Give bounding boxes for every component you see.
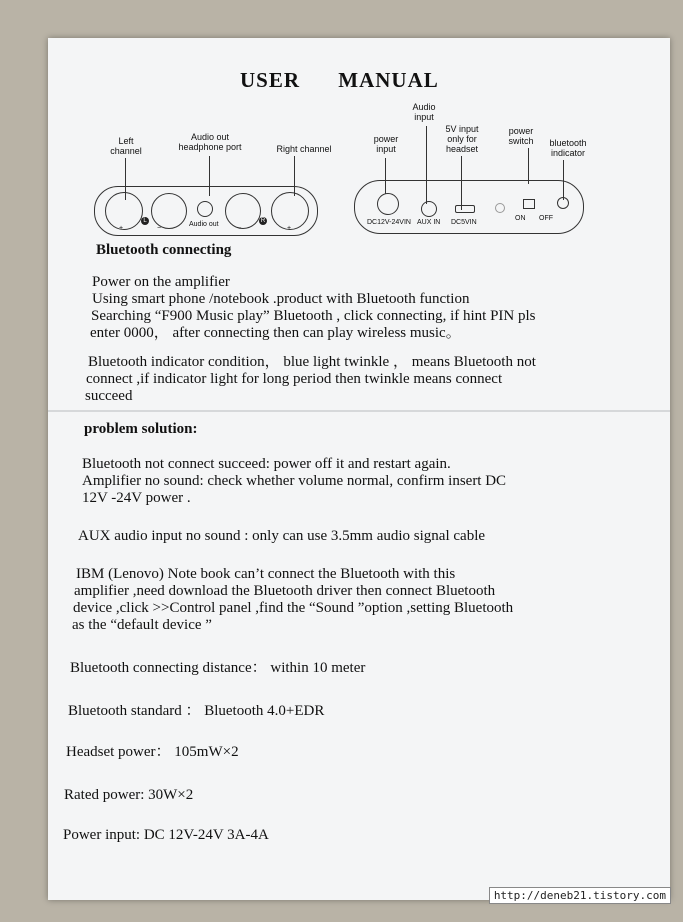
treble-knob [225, 193, 261, 229]
left-volume-knob [105, 192, 143, 230]
plus-mark: + [287, 225, 292, 232]
manual-title: USER MANUAL [240, 68, 439, 92]
headphone-port [197, 201, 213, 217]
right-badge: R [260, 218, 266, 224]
problem-line: Bluetooth not connect succeed: power off it and restart again. [82, 456, 451, 472]
problem-line: device ,click >>Control panel ,find the “Sound ”option ,setting Bluetooth [73, 600, 514, 616]
bluetooth-heading: Bluetooth connecting [96, 242, 232, 258]
right-channel-label: Right channel [276, 144, 332, 154]
bt-line: connect ,if indicator light for long period then twinkle means connect [86, 371, 503, 387]
problem-line: Amplifier no sound: check whether volume normal, confirm insert DC [82, 473, 507, 489]
problem-line: IBM (Lenovo) Note book can’t connect the Bluetooth with this [76, 566, 456, 582]
problem-heading: problem solution: [84, 421, 198, 437]
problem-line: Rated power: 30W×2 [64, 787, 194, 803]
manual-sheet [48, 38, 670, 900]
aux-jack [421, 201, 437, 217]
problem-line: AUX audio input no sound : only can use 3.5mm audio signal cable [78, 528, 486, 544]
bt-line: succeed [85, 388, 133, 404]
bluetooth-indicator-label: bluetooth indicator [549, 138, 587, 158]
minus-mark: − [237, 225, 242, 232]
led-hole [495, 203, 505, 213]
watermark: http://deneb21.tistory.com [489, 887, 671, 904]
rear-panel-diagram [354, 180, 584, 234]
paper-fold [48, 410, 670, 412]
dc5-label: DC5VIN [451, 219, 477, 226]
audio-out-small-label: Audio out [189, 221, 219, 228]
audio-out-headphone-label: Audio out headphone port [178, 132, 242, 152]
5v-input-label: 5V input only for headset [445, 124, 479, 154]
bt-line: Searching “F900 Music play” Bluetooth , click connecting, if hint PIN pls [91, 308, 536, 324]
problem-line: 12V -24V power . [82, 490, 191, 506]
off-label: OFF [539, 215, 553, 222]
problem-line: as the “default device ” [72, 617, 212, 633]
dc-jack [377, 193, 399, 215]
power-input-label: power input [373, 134, 399, 154]
dc-label: DC12V-24VIN [367, 219, 411, 226]
aux-label: AUX IN [417, 219, 441, 226]
left-badge: L [141, 217, 149, 225]
bt-line: Power on the amplifier [92, 274, 230, 290]
bluetooth-indicator [557, 197, 569, 209]
left-channel-label: Left channel [110, 136, 142, 156]
problem-line: Bluetooth standard ： Bluetooth 4.0+EDR [68, 703, 325, 719]
plus-mark: + [119, 225, 124, 232]
problem-line: Power input: DC 12V-24V 3A-4A [63, 827, 269, 843]
audio-input-label: Audio input [412, 102, 436, 122]
minus-mark: − [157, 225, 162, 232]
on-label: ON [515, 215, 526, 222]
bt-line: enter 0000， after connecting then can play wireless music。 [90, 325, 461, 341]
problem-line: Headset power： 105mW×2 [66, 744, 239, 760]
problem-line: Bluetooth connecting distance： within 10 meter [70, 660, 366, 676]
bt-line: Bluetooth indicator condition， blue light twinkle ， means Bluetooth not [88, 354, 536, 370]
bt-line: Using smart phone /notebook .product with Bluetooth function [92, 291, 470, 307]
front-panel-diagram [94, 186, 318, 236]
problem-line: amplifier ,need download the Bluetooth driver then connect Bluetooth [74, 583, 496, 599]
bass-knob [151, 193, 187, 229]
power-switch-label: power switch [508, 126, 534, 146]
pointer-line [528, 148, 529, 184]
power-switch [523, 199, 535, 209]
usb-port [455, 205, 475, 213]
